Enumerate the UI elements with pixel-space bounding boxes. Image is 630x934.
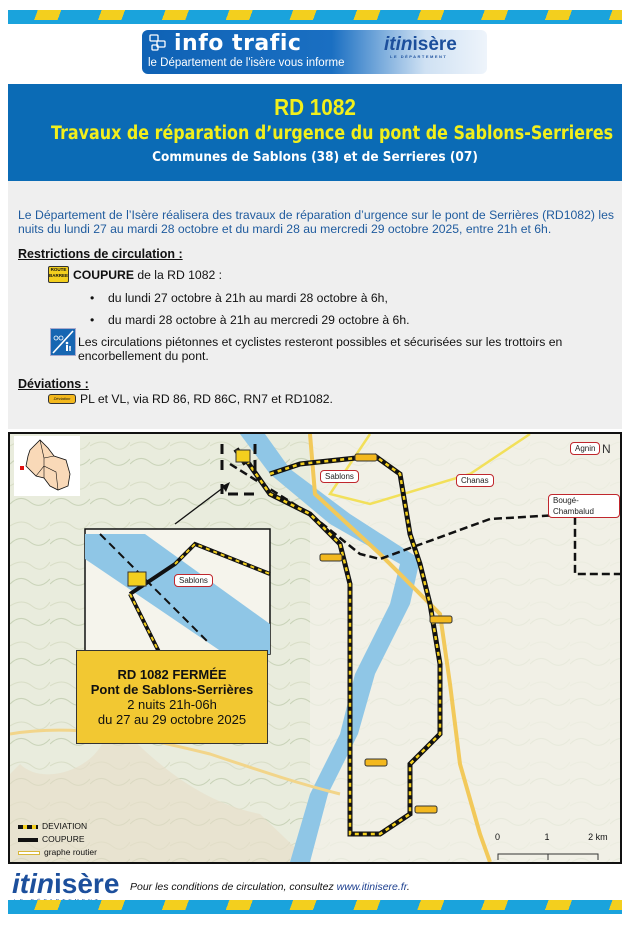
deviation-line xyxy=(48,392,333,406)
works-title: Travaux de réparation d’urgence du pont de Sablons-Serrieres xyxy=(50,123,614,144)
scale-zero: 0 xyxy=(495,832,501,842)
scale-two: 2 km xyxy=(588,832,608,842)
scale-labels xyxy=(495,832,608,842)
route-swatch-icon xyxy=(18,851,40,855)
closure-period-text: du lundi 27 octobre à 21h au mardi 28 octobre à 6h, xyxy=(108,291,388,305)
deviations-heading: Déviations : xyxy=(18,377,89,391)
itinisere-logo xyxy=(384,34,457,59)
notice-content xyxy=(8,181,622,429)
coupure-road: de la RD 1082 : xyxy=(133,267,223,282)
map-canvas xyxy=(10,434,620,862)
road-title: RD 1082 xyxy=(274,94,356,120)
map-legend xyxy=(18,820,97,859)
closure-box-line1: RD 1082 FERMÉE xyxy=(117,667,227,682)
coupure-swatch-icon xyxy=(18,838,38,842)
footer-period: . xyxy=(406,881,410,893)
coupure-label: COUPURE xyxy=(73,267,134,282)
coupure-line xyxy=(48,266,222,283)
pedestrian-cyclist-icon xyxy=(50,328,76,356)
footer-itinisere-logo xyxy=(12,868,119,900)
top-decorative-stripe xyxy=(8,10,622,24)
legend-deviation xyxy=(18,820,97,833)
closure-period-2 xyxy=(90,313,410,327)
north-arrow-icon: N xyxy=(602,442,611,456)
bullet-icon: • xyxy=(90,313,95,327)
deviation-map[interactable] xyxy=(8,432,622,864)
itinisere-link[interactable]: www.itinisere.fr xyxy=(336,881,407,893)
title-banner xyxy=(8,84,622,181)
legend-route xyxy=(18,846,97,859)
deviation-swatch-icon xyxy=(18,825,38,829)
bullet-icon: • xyxy=(90,291,95,305)
route-barree-sign-inset xyxy=(128,572,146,586)
place-sablons-inset: Sablons xyxy=(174,574,213,587)
bottom-decorative-stripe xyxy=(8,900,622,914)
scale-one: 1 xyxy=(544,832,550,842)
communes-subtitle: Communes de Sablons (38) et de Serrieres (07) xyxy=(152,149,478,165)
legend-coupure xyxy=(18,833,97,846)
logo-tagline: LE DÉPARTEMENT xyxy=(390,54,448,59)
place-sablons: Sablons xyxy=(320,470,359,483)
pedestrian-note: Les circulations piétonnes et cyclistes resteront possibles et sécurisées sur les trottoirs en encorbellement du pont. xyxy=(78,335,563,363)
footer-note xyxy=(130,881,410,893)
logo-suffix: isère xyxy=(54,868,120,899)
logo-prefix: itin xyxy=(12,868,54,899)
footer-text: Pour les conditions de circulation, consultez xyxy=(130,881,337,893)
deviation-sign-icon: Déviation xyxy=(48,394,76,404)
place-bouge-chambalud: Bougé-Chambalud xyxy=(548,494,620,518)
header-subtitle: le Département de l'isère vous informe xyxy=(148,57,345,69)
closure-box-line2: Pont de Sablons-Serrières xyxy=(90,682,254,697)
inset-map xyxy=(85,529,270,654)
closure-period-text: du mardi 28 octobre à 21h au mercredi 29 octobre à 6h. xyxy=(108,313,410,327)
closure-period-1 xyxy=(90,291,388,305)
closure-box-line4: du 27 au 29 octobre 2025 xyxy=(97,712,247,727)
header-title: info trafic xyxy=(174,31,302,56)
legend-label: graphe routier xyxy=(44,847,97,857)
deviation-text: PL et VL, via RD 86, RD 86C, RN7 et RD1082. xyxy=(80,392,333,406)
route-barree-icon: ROUTE BARREE xyxy=(48,266,69,283)
closure-box-line3: 2 nuits 21h-06h xyxy=(127,697,217,712)
place-agnin: Agnin xyxy=(570,442,600,455)
location-marker-icon xyxy=(20,466,24,470)
legend-label: DEVIATION xyxy=(42,821,88,831)
logo-suffix: isère xyxy=(412,34,457,55)
info-trafic-header xyxy=(142,30,487,74)
traffic-cars-icon xyxy=(149,34,169,52)
isere-locator-map xyxy=(14,436,80,496)
route-barree-sign-map xyxy=(236,450,250,462)
closure-info-box xyxy=(76,650,268,744)
place-chanas: Chanas xyxy=(456,474,494,487)
legend-label: COUPURE xyxy=(42,834,85,844)
intro-paragraph: Le Département de l’Isère réalisera des travaux de réparation d’urgence sur le pont de Serrières (RD1082) les nuits du lundi 27 au mardi 28 octobre et du mardi 28 au mercredi 29 octobre 2025, entre 21h et 6h. xyxy=(18,208,614,236)
restrictions-heading: Restrictions de circulation : xyxy=(18,247,183,261)
logo-prefix: itin xyxy=(384,34,413,55)
